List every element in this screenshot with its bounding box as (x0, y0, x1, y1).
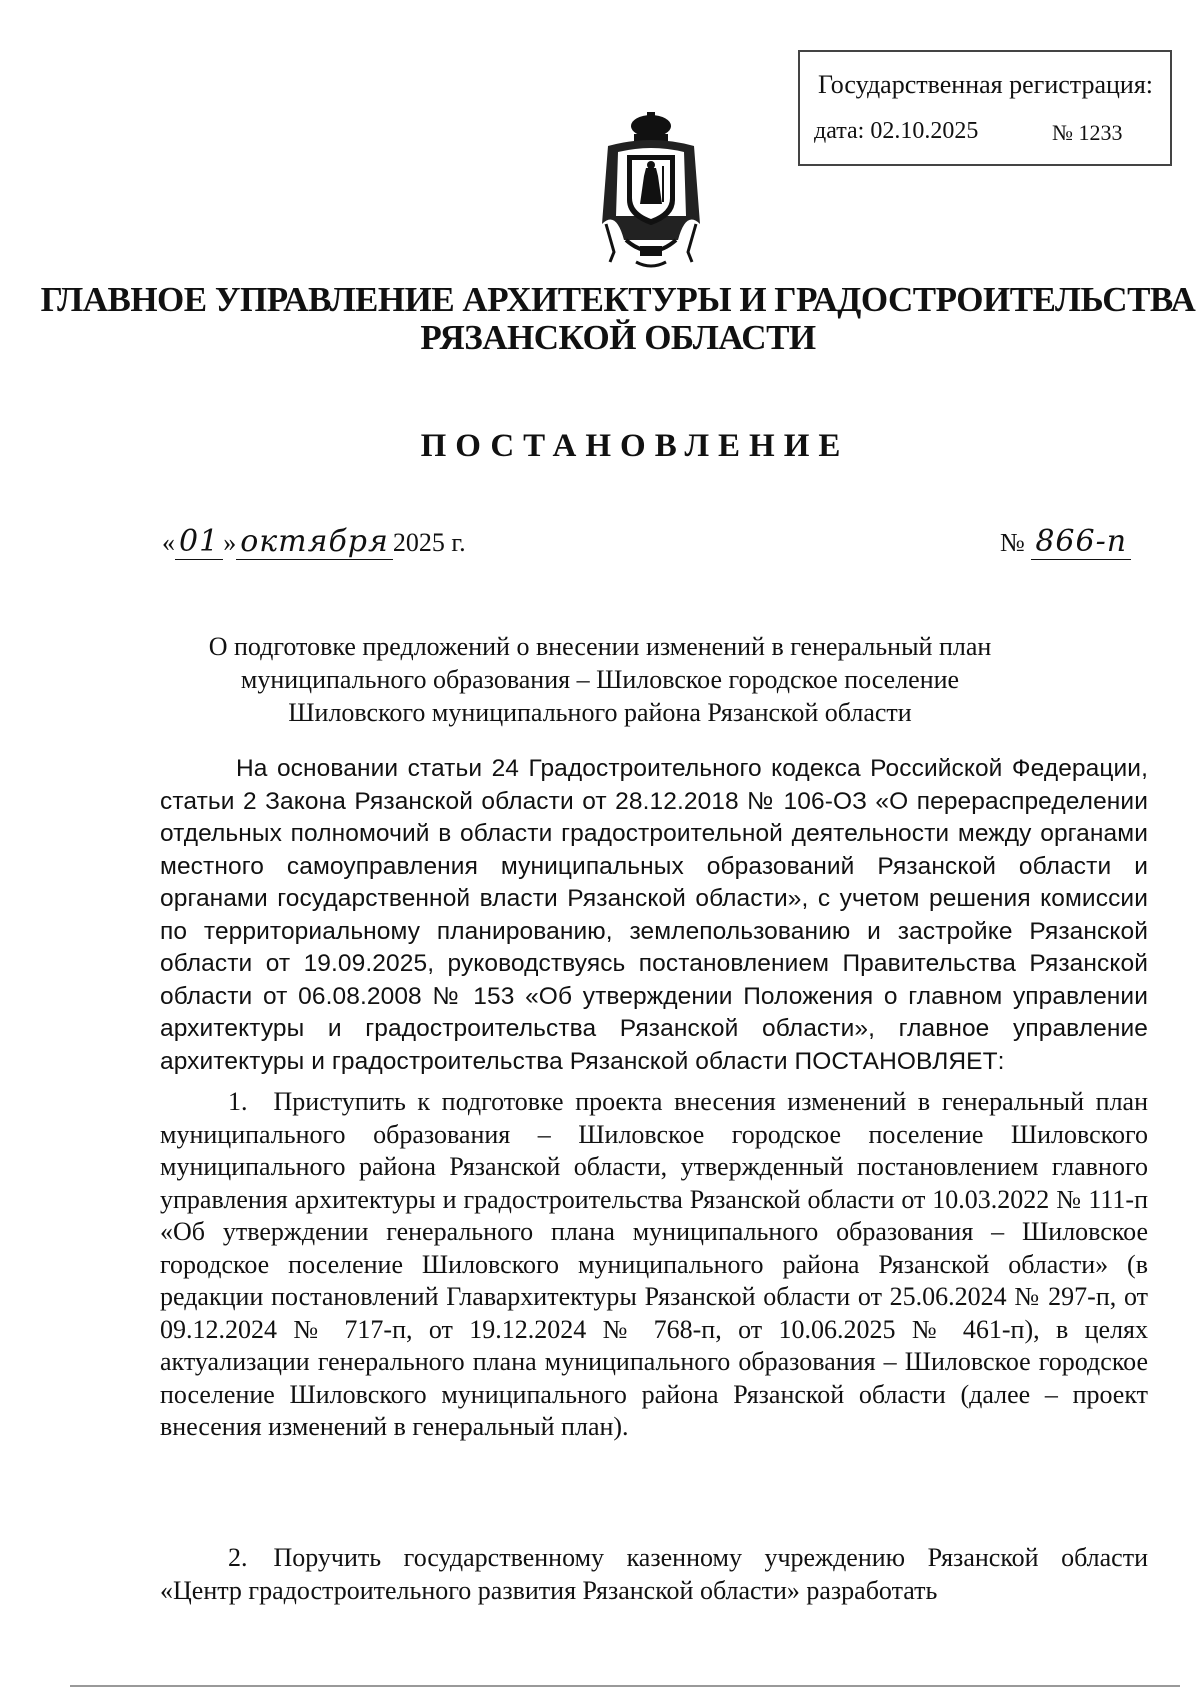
subject-line3: Шиловского муниципального района Рязанской области (288, 698, 912, 727)
number-value: 866-п (1031, 524, 1131, 560)
ryazan-coat-of-arms-icon (596, 112, 706, 270)
registration-date: дата: 02.10.2025 (814, 118, 979, 144)
item-2-text: 2. Поручить государственному казенному учреждению Рязанской области «Центр градостроительного развития Рязанской области» разработать (160, 1543, 1148, 1605)
organization-title-line1: ГЛАВНОЕ УПРАВЛЕНИЕ АРХИТЕКТУРЫ И ГРАДОСТРОИТЕЛЬСТВА (40, 280, 1196, 319)
registration-number: № 1233 (1052, 120, 1123, 145)
number-prefix: № (1000, 528, 1025, 557)
preamble-paragraph (160, 753, 1148, 1078)
item-1 (160, 1086, 1148, 1444)
organization-title-line2: РЯЗАНСКОЙ ОБЛАСТИ (420, 318, 816, 357)
subject-line1: О подготовке предложений о внесении изменений в генеральный план (208, 632, 992, 661)
date-year: 2025 г. (392, 528, 466, 557)
document-number (1000, 524, 1131, 559)
registration-stamp (798, 50, 1172, 166)
registration-title: Государственная регистрация: (818, 70, 1154, 99)
preamble-text: На основании статьи 24 Градостроительного кодекса Российской Федерации, статьи 2 Закона Рязанской области от 28.12.2018 № 106-ОЗ «О перераспределении отдельных полномочий в области градостроительной деятельности между органами местного самоуправления муниципальных образований Рязанской области и органами государственной власти Рязанской области», с учетом решения комиссии по территориальному планированию, землепользованию и застройке Рязанской области от 19.09.2025, руководствуясь постановлением Правительства Рязанской области от 06.08.2008 № 153 «Об утверждении Положения о главном управлении архитектуры и градостроительства Рязанской области», главное управление архитектуры и градостроительства Рязанской области ПОСТАНОВЛЯЕТ: (160, 755, 1148, 1075)
page-bottom-divider (70, 1685, 1180, 1687)
document-date (162, 524, 466, 559)
date-day: 01 (175, 524, 223, 560)
date-open-quote: « (162, 528, 175, 557)
item-2 (160, 1542, 1148, 1607)
document-type: ПОСТАНОВЛЕНИЕ (420, 428, 850, 464)
subject-line2: муниципального образования – Шиловское городское поселение (240, 665, 960, 694)
date-close-quote: » (223, 528, 237, 557)
item-1-text: 1. Приступить к подготовке проекта внесения изменений в генеральный план муниципального образования – Шиловское городское поселение Шиловского муниципального района Рязанской области, утвержденный постановлением главного управления архитектуры и градостроительства Рязанской области от 10.03.2022 № 111-п «Об утверждении генерального плана муниципального образования – Шиловское городское поселение Шиловского муниципального района Рязанской области» (в редакции постановлений Главархитектуры Рязанской области от 25.06.2024 № 297-п, от 09.12.2024 № 717-п, от 19.12.2024 № 768-п, от 10.06.2025 № 461-п), в целях актуализации генерального плана муниципального образования – Шиловское городское поселение Шиловского муниципального района Рязанской области (далее – проект внесения изменений в генеральный план). (160, 1087, 1148, 1441)
date-month: октября (236, 524, 393, 560)
document-subject (150, 630, 1050, 729)
